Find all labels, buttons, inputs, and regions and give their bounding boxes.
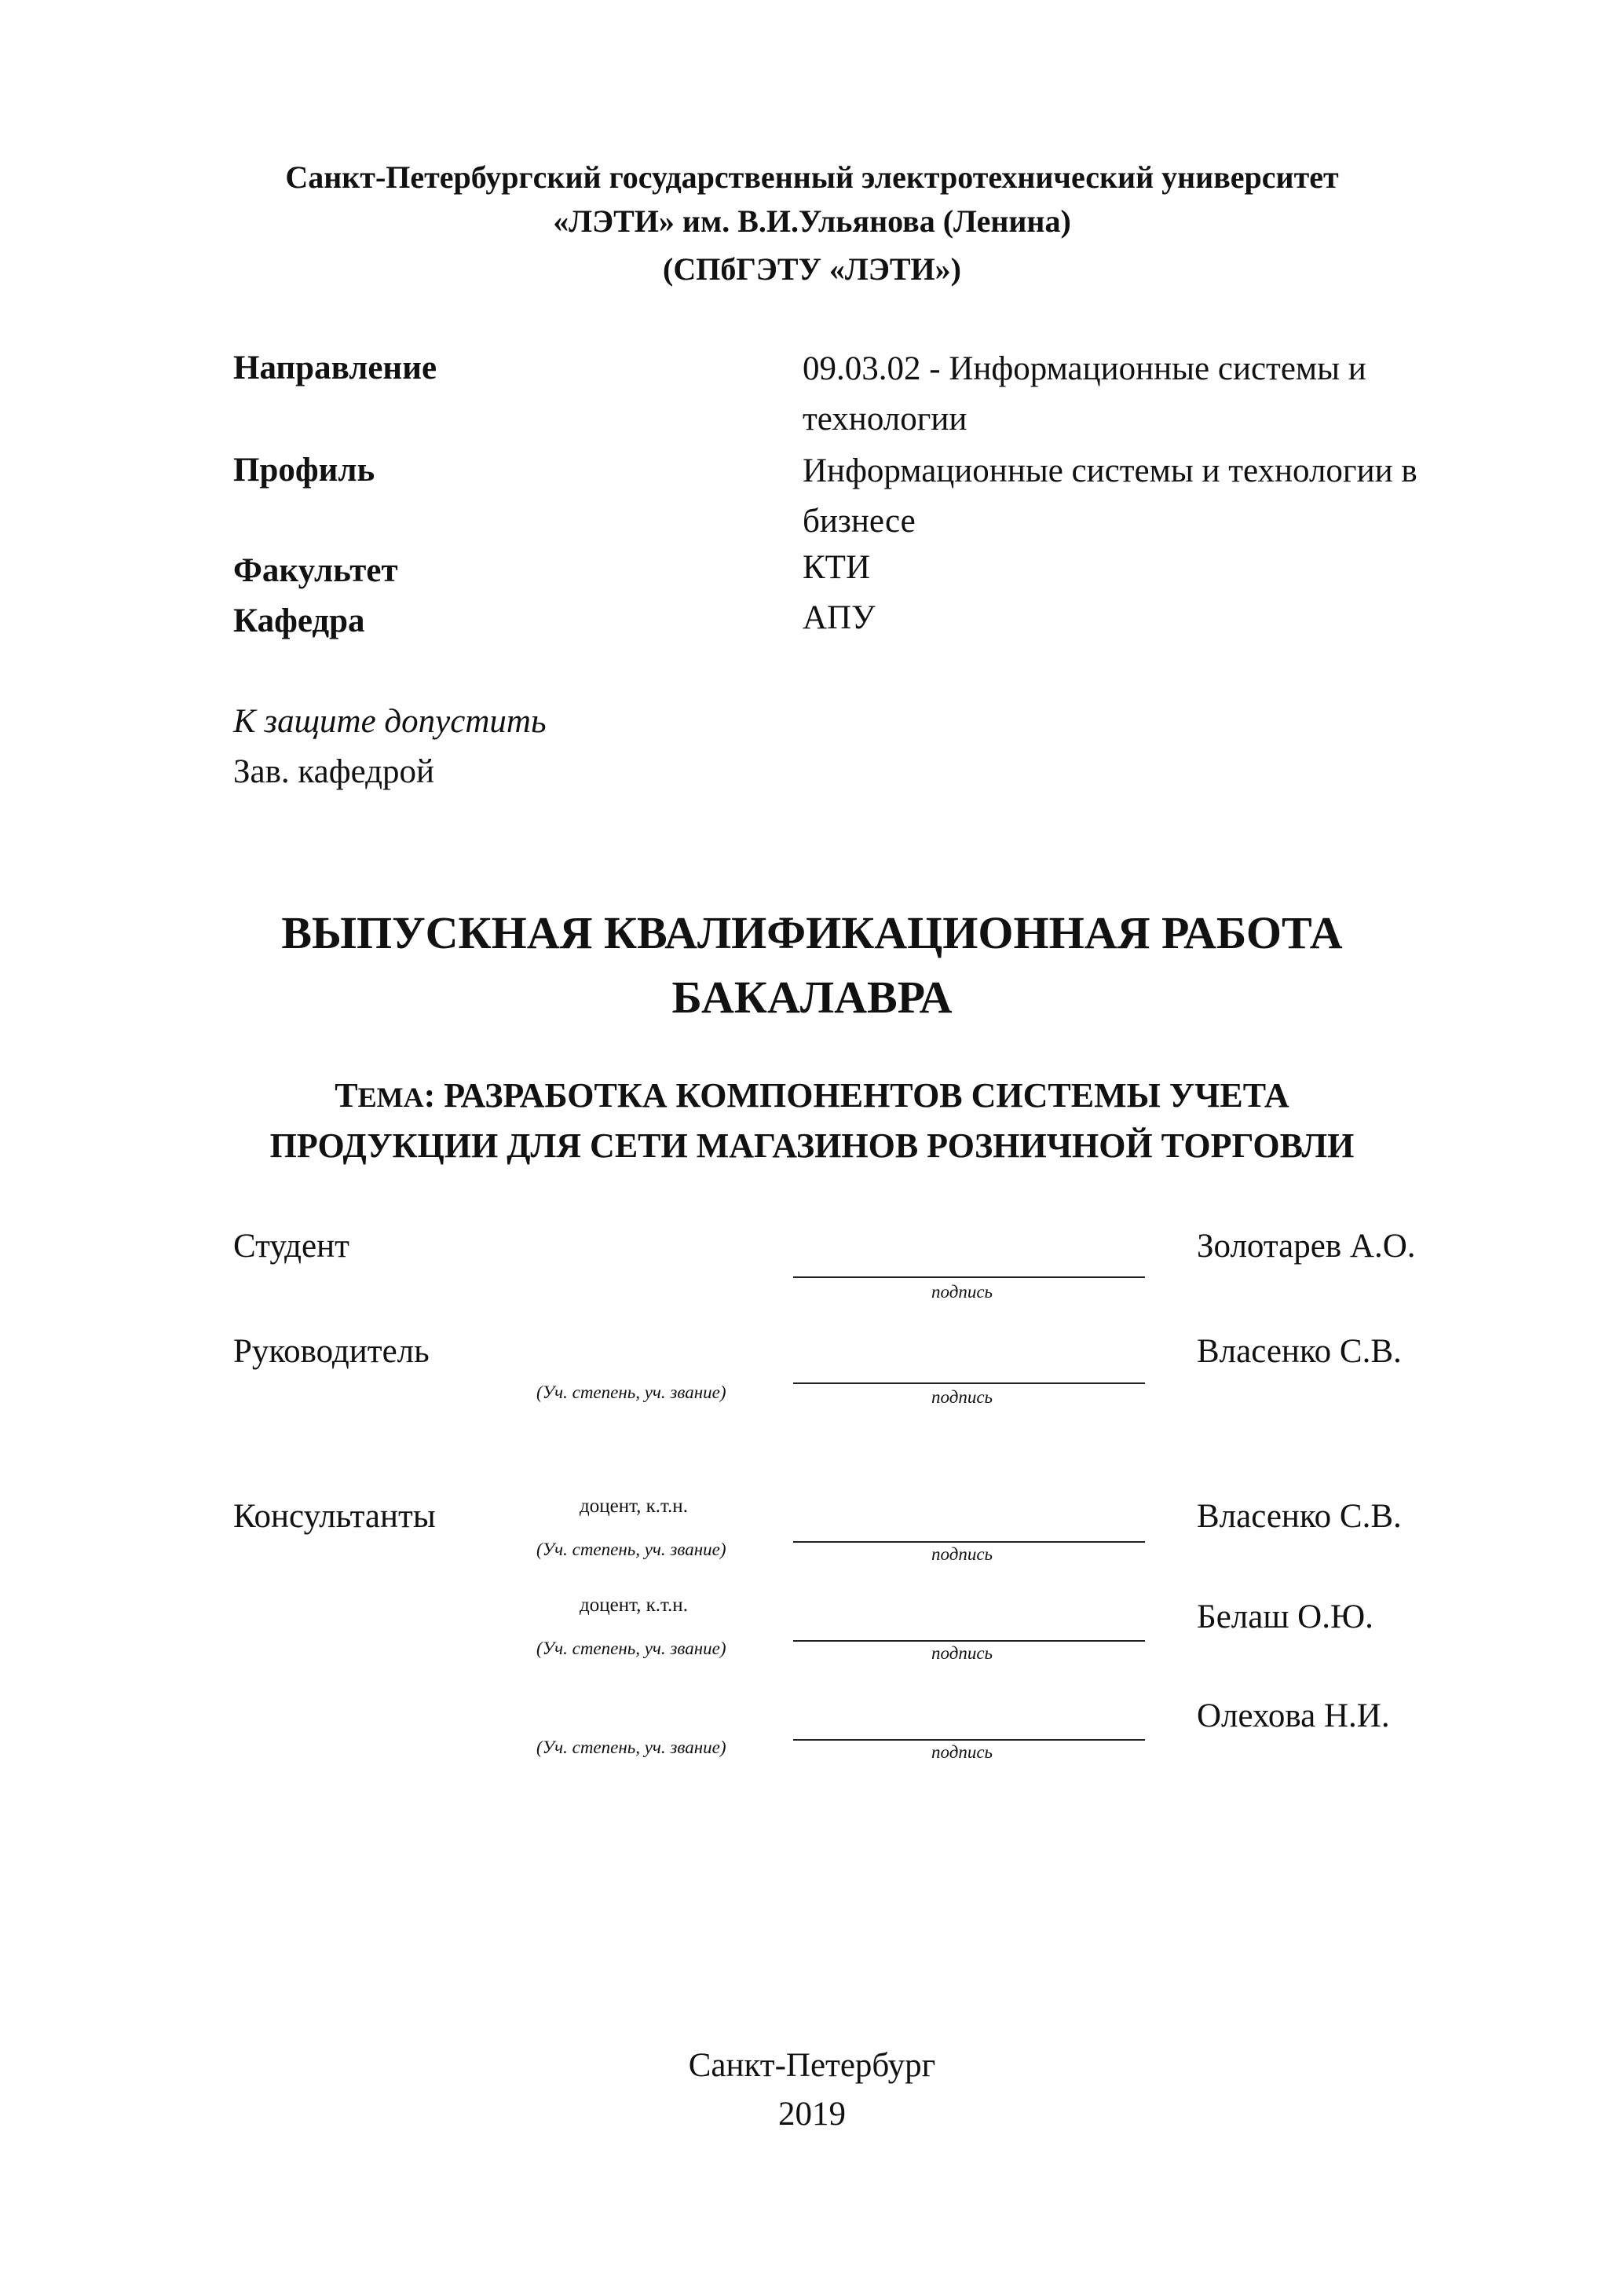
consultant2-signature-line — [793, 1640, 1145, 1642]
student-label: Студент — [233, 1228, 349, 1265]
admission-line: К защите допустить — [233, 703, 547, 740]
consultant3-name: Олехова Н.И. — [1197, 1697, 1390, 1734]
footer-year: 2019 — [778, 2096, 846, 2133]
theme-line2: ПРОДУКЦИИ ДЛЯ СЕТИ МАГАЗИНОВ РОЗНИЧНОЙ ТОРГОВЛИ — [269, 1126, 1355, 1165]
student-signature-caption: подпись — [931, 1282, 993, 1302]
consultant1-signature-caption: подпись — [931, 1544, 993, 1564]
work-title-line1: ВЫПУСКНАЯ КВАЛИФИКАЦИОННАЯ РАБОТА — [281, 907, 1343, 958]
university-abbreviation: (СПбГЭТУ «ЛЭТИ») — [663, 251, 961, 287]
consultant3-signature-line — [793, 1739, 1145, 1741]
department-value: АПУ — [803, 599, 876, 636]
direction-label: Направление — [233, 350, 437, 386]
consultant1-name: Власенко С.В. — [1197, 1498, 1402, 1535]
work-title-line2: БАКАЛАВРА — [671, 972, 953, 1023]
consultant2-signature-caption: подпись — [931, 1643, 993, 1663]
student-name: Золотарев А.О. — [1197, 1228, 1416, 1265]
profile-value: Информационные системы и технологии в бизнесе — [803, 452, 1417, 540]
department-label: Кафедра — [233, 602, 365, 639]
theme-prefix-rest: ЕМА — [357, 1082, 424, 1113]
consultant3-signature-caption: подпись — [931, 1742, 993, 1762]
student-signature-line — [793, 1276, 1145, 1278]
faculty-value: КТИ — [803, 549, 870, 586]
university-name-line1: Санкт-Петербургский государственный электротехнический университет — [285, 159, 1339, 195]
consultant2-name: Белаш О.Ю. — [1197, 1598, 1373, 1635]
consultant1-degree: доцент, к.т.н. — [580, 1496, 688, 1517]
supervisor-label: Руководитель — [233, 1333, 430, 1370]
consultant1-signature-line — [793, 1541, 1145, 1543]
supervisor-name: Власенко С.В. — [1197, 1333, 1402, 1370]
theme-line1 — [0, 1069, 1624, 1124]
university-name-line2: «ЛЭТИ» им. В.И.Ульянова (Ленина) — [553, 203, 1071, 239]
consultant2-degree: доцент, к.т.н. — [580, 1595, 688, 1616]
supervisor-signature-line — [793, 1382, 1145, 1384]
theme-line1-text: : РАЗРАБОТКА КОМПОНЕНТОВ СИСТЕМЫ УЧЕТА — [423, 1076, 1289, 1115]
consultant3-degree-caption: (Уч. степень, уч. звание) — [536, 1738, 726, 1757]
theme-prefix-first: Т — [335, 1076, 358, 1115]
footer-city: Санкт-Петербург — [688, 2047, 936, 2084]
consultant1-degree-caption: (Уч. степень, уч. звание) — [536, 1540, 726, 1559]
consultant2-degree-caption: (Уч. степень, уч. звание) — [536, 1639, 726, 1658]
head-of-department-line: Зав. кафедрой — [233, 753, 435, 790]
profile-label: Профиль — [233, 452, 375, 489]
supervisor-degree-caption: (Уч. степень, уч. звание) — [536, 1382, 726, 1402]
consultants-label: Консультанты — [233, 1498, 436, 1535]
faculty-label: Факультет — [233, 552, 398, 589]
direction-value: 09.03.02 - Информационные системы и технологии — [803, 350, 1366, 438]
supervisor-signature-caption: подпись — [931, 1387, 993, 1407]
